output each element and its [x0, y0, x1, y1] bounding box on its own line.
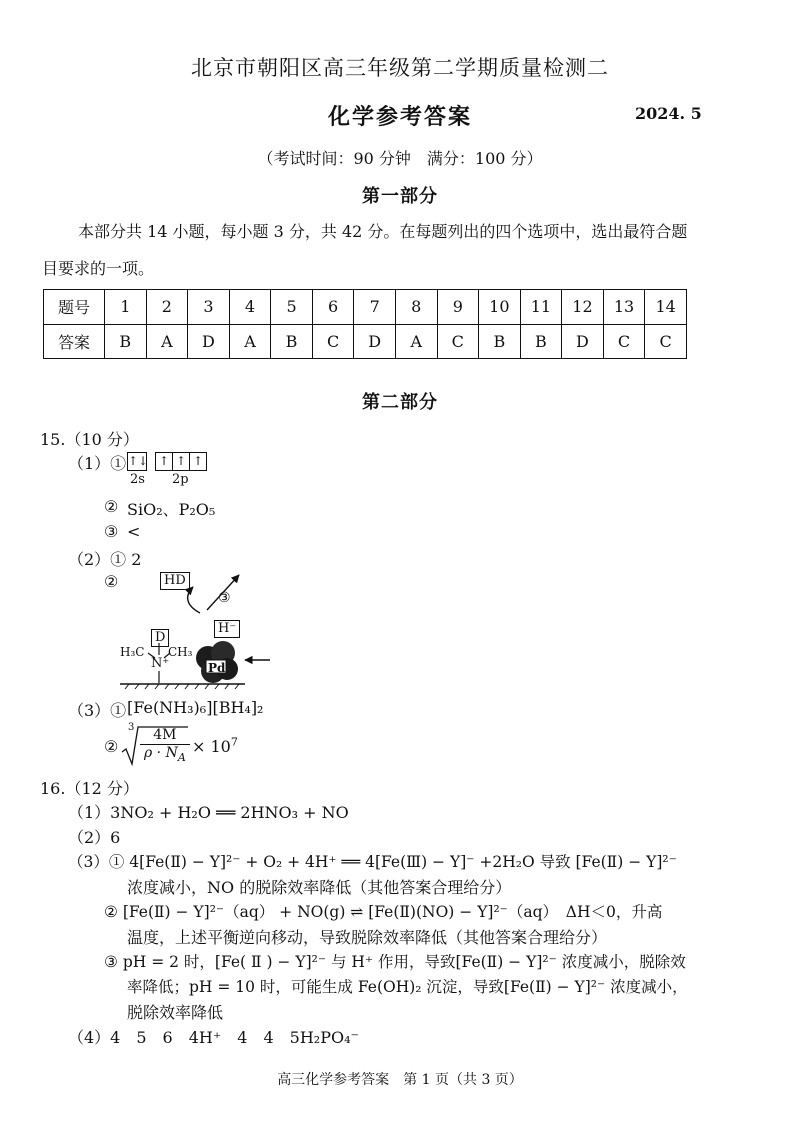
answer-cell: B	[105, 324, 147, 359]
question-number: 14	[645, 290, 687, 325]
cube-root-index: 3	[128, 722, 135, 733]
h3c-label: H₃C	[120, 645, 145, 659]
orbital-2p-label: 2p	[172, 472, 189, 487]
n-plus-label: N⁺	[151, 656, 170, 671]
answer-cell: B	[271, 324, 313, 359]
step-arrow	[188, 587, 200, 613]
question-number: 10	[479, 290, 521, 325]
answer-row	[44, 324, 687, 359]
part1-heading: 第一部分	[362, 186, 438, 207]
question-number: 13	[603, 290, 645, 325]
q16-sub3-1-line2: 浓度减小，NO 的脱除效率降低（其他答案合理给分）	[127, 878, 512, 897]
answer-cell: C	[603, 324, 645, 359]
q16-sub3-2-line1: ② [Fe(Ⅱ) − Y]²⁻（aq） + NO(g) ⇌ [Fe(Ⅱ)(NO) − Y]²⁻（aq） ΔH＜0，升高	[104, 903, 663, 921]
avogadro-subscript: A	[177, 750, 186, 764]
q16-sub3-3-line1: ③ pH = 2 时，[Fe( Ⅱ ) − Y]²⁻ 与 H⁺ 作用，导致[Fe(Ⅱ) − Y]²⁻ 浓度减小，脱除效	[104, 953, 686, 971]
question-number: 3	[188, 290, 230, 325]
fraction-denominator	[140, 745, 190, 762]
density-fraction	[140, 727, 190, 762]
answer-cell: C	[645, 324, 687, 359]
times-ten: × 10	[192, 737, 231, 756]
q16-sub4: （4）4 5 6 4H⁺ 4 4 5H₂PO₄⁻	[68, 1028, 359, 1047]
pd-label: Pd	[208, 661, 226, 675]
part1-instructions-line1: 本部分共 14 小题，每小题 3 分，共 42 分。在每题列出的四个选项中，选出最符合题	[78, 222, 688, 241]
answer-cell: C	[312, 324, 354, 359]
fraction-numerator: 4M	[140, 727, 190, 745]
answer-cell: A	[229, 324, 271, 359]
q16-title: 16.（12 分）	[40, 779, 139, 798]
question-number: 5	[271, 290, 313, 325]
answer-cell: C	[437, 324, 479, 359]
orbital-2s-arrows: ↑↓	[128, 454, 149, 468]
orbital-2p-arrow: ↑	[189, 453, 206, 470]
q16-sub3-3-line3: 脱除效率降低	[127, 1003, 224, 1022]
question-number: 7	[354, 290, 396, 325]
q16-sub3-3-line2: 率降低；pH = 10 时，可能生成 Fe(OH)₂ 沉淀，导致[Fe(Ⅱ) − Y]²⁻ 浓度减小，	[127, 978, 688, 996]
orbital-2p-box	[155, 452, 207, 471]
answer-cell: D	[354, 324, 396, 359]
part2-heading: 第二部分	[362, 392, 438, 413]
answer-cell: D	[188, 324, 230, 359]
answer-cell: A	[395, 324, 437, 359]
answer-table	[43, 289, 687, 359]
fraction-denominator-base: ρ · N	[144, 745, 178, 761]
orbital-2s-label: 2s	[130, 472, 145, 487]
exam-info: （考试时间：90 分钟 满分：100 分）	[257, 149, 543, 168]
q15-sub1-2-mark: ②	[104, 497, 119, 516]
orbital-2s-box	[127, 452, 147, 471]
answer-cell: B	[479, 324, 521, 359]
q15-sub2-2-mark: ②	[104, 572, 119, 591]
h-minus-label: H⁻	[214, 620, 240, 638]
q15-title: 15.（10 分）	[40, 430, 139, 449]
q15-sub1-3-text: <	[127, 522, 141, 541]
ch3-label: CH₃	[168, 645, 193, 659]
d-label: D	[151, 629, 169, 647]
exam-title: 北京市朝阳区高三年级第二学期质量检测二	[191, 56, 609, 80]
question-row	[44, 290, 687, 325]
q15-sub3-2-mark: ②	[104, 737, 119, 756]
q16-sub3-1-line1: （3）① 4[Fe(Ⅱ) − Y]²⁻ + O₂ + 4H⁺ ══ 4[Fe(Ⅲ) − Y]⁻ +2H₂O 导致 [Fe(Ⅱ) − Y]²⁻	[68, 853, 677, 871]
answer-cell: D	[562, 324, 604, 359]
question-number: 6	[312, 290, 354, 325]
hd-label: HD	[160, 572, 190, 590]
times-ten-power	[192, 737, 238, 756]
question-number: 12	[562, 290, 604, 325]
question-row-label: 题号	[44, 290, 105, 325]
q15-sub1-label: （1）①	[68, 454, 127, 473]
q16-sub2: （2）6	[68, 828, 121, 847]
step-3-label: ③	[218, 590, 231, 606]
q16-sub3-2-line2: 温度，上述平衡逆向移动，导致脱除效率降低（其他答案合理给分）	[127, 928, 608, 947]
answer-cell: A	[146, 324, 188, 359]
power-seven: 7	[230, 735, 238, 749]
q15-sub3-label: （3）①	[68, 701, 127, 720]
q15-sub3-1-text: [Fe(NH₃)₆][BH₄]₂	[127, 698, 264, 717]
page-footer: 高三化学参考答案 第 1 页（共 3 页）	[277, 1072, 523, 1088]
question-number: 9	[437, 290, 479, 325]
answer-cell: B	[520, 324, 562, 359]
orbital-2p-arrow: ↑	[158, 454, 170, 468]
orbital-2p-arrow: ↑	[172, 453, 189, 470]
q15-sub2-label: （2）① 2	[68, 550, 142, 569]
exam-date: 2024. 5	[635, 104, 702, 123]
answer-row-label: 答案	[44, 324, 105, 359]
q15-sub1-3-mark: ③	[104, 522, 119, 541]
q15-sub1-2-text: SiO₂、P₂O₅	[127, 500, 216, 519]
question-number: 8	[395, 290, 437, 325]
part1-instructions-line2: 目要求的一项。	[42, 259, 155, 278]
question-number: 4	[229, 290, 271, 325]
catalysis-diagram	[115, 565, 285, 690]
question-number: 11	[520, 290, 562, 325]
question-number: 1	[105, 290, 147, 325]
subject-title: 化学参考答案	[327, 104, 472, 130]
q16-sub1: （1）3NO₂ + H₂O ══ 2HNO₃ + NO	[68, 803, 349, 822]
question-number: 2	[146, 290, 188, 325]
